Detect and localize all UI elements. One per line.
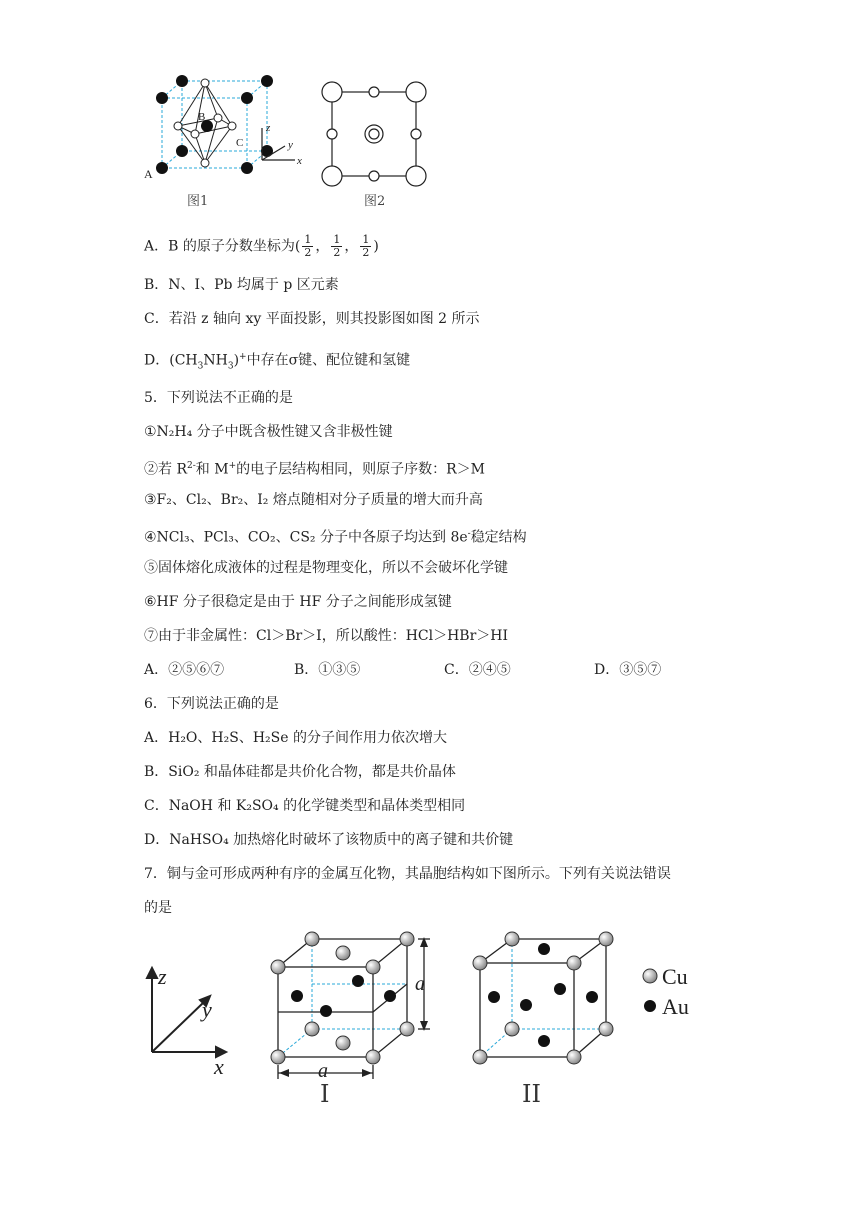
superscript: -	[467, 529, 471, 539]
subscript: 3	[227, 361, 234, 372]
text-part: ②若 R	[144, 461, 187, 478]
text-part: ④NCl₃、PCl₃、CO₂、CS₂ 分子中各原子均达到 8e	[144, 529, 468, 546]
superscript: +	[228, 461, 237, 471]
subscript: 3	[197, 361, 204, 372]
q5-option-c[interactable]: C．②④⑤	[444, 662, 511, 678]
q5-stem: 5．下列说法不正确的是	[144, 390, 293, 406]
superscript: +	[239, 352, 247, 362]
fig2-caption: 图2	[364, 194, 386, 209]
fig1-label-c: C	[236, 137, 244, 149]
fraction-y: $\frac{1}{2}$	[333, 233, 341, 259]
fig1-axis-x: x	[297, 155, 302, 167]
fraction-x: $\frac{1}{2}$	[304, 233, 312, 259]
q4-option-a-prefix: A．B 的原子分数坐标为(	[144, 238, 301, 255]
text-part: 的电子层结构相同，则原子序数：R＞M	[236, 461, 485, 478]
fig1-caption: 图1	[187, 194, 209, 209]
formula-part: NH	[203, 352, 228, 369]
q6-option-c[interactable]: C．NaOH 和 K₂SO₄ 的化学键类型和晶体类型相同	[144, 798, 466, 814]
fig1-label-b: B	[198, 111, 206, 123]
q5-statement-2	[144, 456, 485, 480]
q4-option-a[interactable]	[144, 234, 379, 259]
q7-axis-z: z	[158, 964, 167, 989]
q5-statement-5: ⑤固体熔化成液体的过程是物理变化，所以不会破坏化学键	[144, 560, 508, 576]
q4-option-b[interactable]: B．N、I、Pb 均属于 p 区元素	[144, 277, 339, 293]
q7-dim-a-horizontal: a	[318, 1060, 328, 1082]
q7-legend	[638, 960, 728, 1020]
q7-cell-ii	[466, 925, 626, 1065]
separator: ，	[344, 238, 359, 255]
q4-option-c[interactable]: C．若沿 z 轴向 xy 平面投影，则其投影图如图 2 所示	[144, 311, 480, 327]
q5-statement-1: ①N₂H₄ 分子中既含极性键又含非极性键	[144, 424, 393, 440]
superscript: 2-	[187, 461, 196, 471]
q6-stem: 6．下列说法正确的是	[144, 696, 279, 712]
q4-option-d[interactable]	[144, 347, 410, 376]
q5-statement-7: ⑦由于非金属性：Cl＞Br＞I，所以酸性：HCl＞HBr＞HI	[144, 628, 509, 644]
q7-dim-a-vertical: a	[415, 973, 425, 995]
q5-statement-4	[144, 524, 527, 548]
text-part: 稳定结构	[470, 529, 527, 546]
figure-1-crystal-cell	[140, 68, 310, 183]
q7-axes	[140, 962, 240, 1077]
fraction-z: $\frac{1}{2}$	[362, 233, 370, 259]
q6-option-d[interactable]: D．NaHSO₄ 加热熔化时破坏了该物质中的离子键和共价键	[144, 832, 514, 848]
q7-stem-line-1: 7．铜与金可形成两种有序的金属互化物，其晶胞结构如下图所示。下列有关说法错误	[144, 866, 671, 882]
cu-marker	[643, 969, 657, 983]
fig1-axis-y: y	[288, 139, 293, 151]
legend-au: Au	[662, 994, 689, 1019]
q6-option-b[interactable]: B．SiO₂ 和晶体硅都是共价化合物，都是共价晶体	[144, 764, 456, 780]
q5-option-b[interactable]: B．①③⑤	[294, 662, 361, 678]
q7-stem-line-2: 的是	[144, 900, 172, 916]
q4-option-d-prefix: D．	[144, 352, 170, 369]
figure-2-projection	[318, 78, 430, 190]
q4-option-d-suffix: 中存在σ键、配位键和氢键	[246, 352, 411, 369]
q4-option-a-suffix: )	[373, 238, 379, 255]
q5-option-a[interactable]: A．②⑤⑥⑦	[144, 662, 225, 678]
text-part: 和 M	[195, 461, 229, 478]
q5-option-d[interactable]: D．③⑤⑦	[594, 662, 662, 678]
fig1-label-a: A	[144, 167, 153, 181]
formula-part: (CH	[169, 352, 198, 369]
q7-axis-y: y	[202, 997, 212, 1022]
q7-cell-i	[262, 925, 442, 1085]
formula-part: )	[233, 352, 240, 369]
q7-axis-x: x	[214, 1054, 224, 1077]
q5-statement-3: ③F₂、Cl₂、Br₂、I₂ 熔点随相对分子质量的增大而升高	[144, 492, 483, 508]
q6-option-a[interactable]: A．H₂O、H₂S、H₂Se 的分子间作用力依次增大	[144, 730, 447, 746]
q7-caption-ii: II	[522, 1080, 541, 1108]
q7-caption-i: I	[320, 1080, 330, 1108]
legend-cu: Cu	[662, 964, 688, 989]
fig1-axis-z: z	[266, 122, 271, 134]
separator: ，	[315, 238, 330, 255]
au-marker	[644, 1000, 656, 1012]
q5-statement-6: ⑥HF 分子很稳定是由于 HF 分子之间能形成氢键	[144, 594, 452, 610]
